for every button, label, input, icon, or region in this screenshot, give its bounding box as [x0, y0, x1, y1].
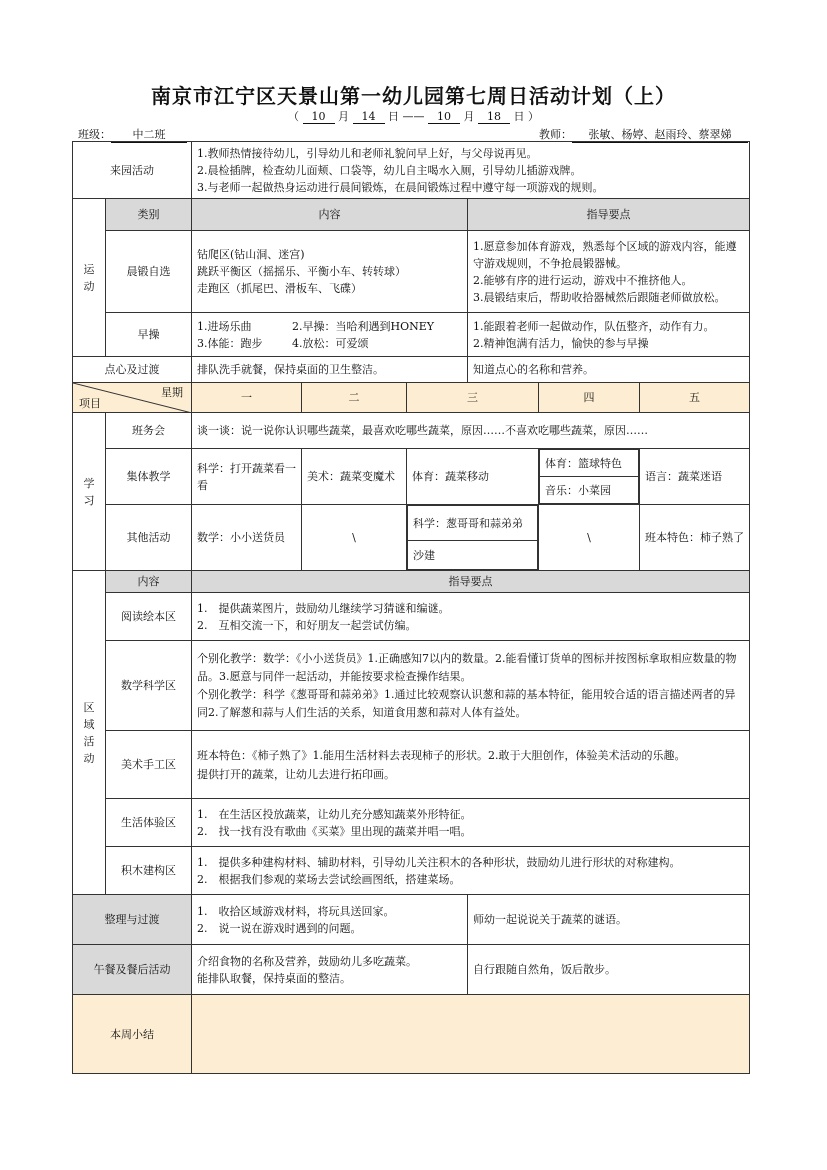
- sport-header-content: 内容: [192, 199, 468, 231]
- area-line: 个别化教学：数学：《小小送货员》1.正确感知7以内的数量。2.能看懂订货单的图标并按图标拿取相应数量的物品。3.愿意与同伴一起活动，并能按要求检查操作结果。: [197, 651, 737, 683]
- morning-content-line: 走跑区（抓尾巴、滑板车、飞碟）: [197, 282, 362, 295]
- group-friday: 语言：蔬菜迷语: [640, 449, 750, 505]
- morning-key-line: 1.愿意参加体育游戏，熟悉每个区域的游戏内容，能遵守游戏规则，不争抢晨锻器械。: [473, 239, 737, 270]
- summary-content: [192, 995, 750, 1074]
- exercise-key-line: 2.精神饱满有活力，愉快的参与早操: [473, 336, 649, 350]
- other-thursday: \: [539, 505, 640, 571]
- date-range: [0, 108, 827, 124]
- sport-section-label: [73, 199, 106, 357]
- group-teaching-row: [73, 449, 750, 505]
- lunch-key: 自行跟随自然角，饭后散步。: [468, 945, 750, 995]
- area-line: 1. 提供蔬菜图片，鼓励幼儿继续学习猜谜和编谜。: [197, 601, 450, 615]
- group-thursday-a: 体育：篮球特色: [540, 450, 639, 477]
- other-friday: 班本特色：柿子熟了: [640, 505, 750, 571]
- snack-content: 排队洗手就餐，保持桌面的卫生整洁。: [192, 357, 468, 383]
- learning-label-char: 习: [83, 493, 95, 507]
- other-wednesday-b: 沙建: [408, 541, 538, 570]
- lunch-line: 介绍食物的名称及营养，鼓励幼儿多吃蔬菜。: [197, 954, 417, 968]
- morning-key-line: 2.能够有序的进行运动，游戏中不推挤他人。: [473, 273, 693, 287]
- exercise-item: 4.放松：可爱颂: [292, 336, 369, 350]
- areas-section-label: [73, 571, 106, 895]
- other-activity-row: [73, 505, 750, 571]
- arrival-line: 3.与老师一起做热身运动进行晨间锻炼，在晨间锻炼过程中遵守每一项游戏的规则。: [197, 180, 604, 194]
- tidy-row: [73, 895, 750, 945]
- areas-label-char: 域: [83, 717, 95, 731]
- areas-label-char: 区: [83, 700, 95, 714]
- weekday-header-label: 星期: [161, 386, 183, 399]
- arrival-content: [192, 142, 750, 199]
- class-value: 中二班: [111, 126, 187, 143]
- week-item-diagonal-header: [73, 383, 192, 413]
- end-day: 18: [478, 110, 510, 124]
- month-label: 月: [463, 110, 475, 123]
- group-thursday-b: 音乐：小菜园: [540, 477, 639, 504]
- area-line: 2. 根据我们参观的菜场去尝试绘画图纸，搭建菜场。: [197, 872, 461, 886]
- morning-content-line: 跳跃平衡区（摇摇乐、平衡小车、转转球）: [197, 265, 406, 278]
- area-line: 2. 找一找有没有歌曲《买菜》里出现的蔬菜并唱一唱。: [197, 824, 472, 838]
- day-tuesday: 二: [302, 383, 407, 413]
- other-monday: 数学：小小送货员: [192, 505, 302, 571]
- exercise-key: [468, 313, 750, 357]
- areas-label-char: 活: [83, 734, 95, 748]
- exercise-item: 2.早操：当哈利遇到HONEY: [292, 319, 435, 333]
- date-dash: ——: [402, 110, 425, 123]
- day-wednesday: 三: [407, 383, 539, 413]
- lunch-label: 午餐及餐后活动: [73, 945, 192, 995]
- area-content: [192, 641, 750, 731]
- area-label: 积木建构区: [106, 847, 192, 895]
- tidy-line: 1. 收拾区域游戏材料，将玩具送回家。: [197, 904, 395, 918]
- tidy-content: [192, 895, 468, 945]
- snack-key: 知道点心的名称和营养。: [468, 357, 750, 383]
- exercise-item: 1.进场乐曲: [197, 319, 252, 333]
- morning-key: [468, 231, 750, 313]
- area-label: 数学科学区: [106, 641, 192, 731]
- snack-label: 点心及过渡: [73, 357, 192, 383]
- sport-header-row: [73, 199, 750, 231]
- group-tuesday: 美术：蔬菜变魔术: [302, 449, 407, 505]
- sport-header-key: 指导要点: [468, 199, 750, 231]
- tidy-key: 师幼一起说说关于蔬菜的谜语。: [468, 895, 750, 945]
- lunch-row: [73, 945, 750, 995]
- summary-row: [73, 995, 750, 1074]
- area-line: 班本特色：《柿子熟了》1.能用生活材料去表现柿子的形状。2.敢于大胆创作，体验美术活动的乐趣。: [197, 748, 686, 762]
- group-monday: 科学：打开蔬菜看一看: [192, 449, 302, 505]
- other-wednesday: [407, 505, 539, 571]
- activity-plan-table: [72, 141, 750, 1074]
- sport-label-char: 运: [83, 262, 95, 276]
- lunch-content: [192, 945, 468, 995]
- morning-content: [192, 231, 468, 313]
- tidy-line: 2. 说一说在游戏时遇到的问题。: [197, 921, 362, 935]
- area-label: 生活体验区: [106, 799, 192, 847]
- exercise-label: 早操: [106, 313, 192, 357]
- tidy-label: 整理与过渡: [73, 895, 192, 945]
- arrival-label: 来园活动: [73, 142, 192, 199]
- start-day: 14: [353, 110, 385, 124]
- area-row-art: [73, 731, 750, 799]
- areas-header-content: 内容: [106, 571, 192, 593]
- teacher-label: 教师：: [539, 128, 572, 141]
- area-line: 1. 在生活区投放蔬菜，让幼儿充分感知蔬菜外形特征。: [197, 807, 472, 821]
- class-label: 班级：: [78, 128, 111, 141]
- day-label: 日: [388, 110, 399, 123]
- exercise-row: [73, 313, 750, 357]
- other-wednesday-split: [407, 505, 538, 570]
- learning-section-label: [73, 413, 106, 571]
- other-wednesday-a: 科学：葱哥哥和蒜弟弟: [408, 506, 538, 541]
- area-line: 1. 提供多种建构材料、辅助材料，引导幼儿关注积木的各种形状，鼓励幼儿进行形状的对称建构。: [197, 855, 681, 869]
- area-line: 2. 互相交流一下，和好朋友一起尝试仿编。: [197, 618, 417, 632]
- areas-label-char: 动: [83, 751, 95, 765]
- morning-exercise-row: [73, 231, 750, 313]
- area-line: 提供打开的蔬菜，让幼儿去进行拓印画。: [197, 767, 395, 781]
- group-thursday: [539, 449, 640, 505]
- date-open-paren: （: [288, 110, 299, 123]
- area-label: 阅读绘本区: [106, 593, 192, 641]
- page-title: 南京市江宁区天景山第一幼儿园第七周日活动计划（上）: [151, 84, 676, 108]
- info-line: [72, 124, 748, 142]
- day-friday: 五: [640, 383, 750, 413]
- area-content: [192, 847, 750, 895]
- area-row-reading: [73, 593, 750, 641]
- group-teaching-label: 集体教学: [106, 449, 192, 505]
- area-label: 美术手工区: [106, 731, 192, 799]
- date-close-paren: ）: [528, 110, 539, 123]
- teacher-value: 张敏、杨婷、赵雨玲、蔡翠娣: [572, 126, 748, 143]
- area-row-math-science: [73, 641, 750, 731]
- day-thursday: 四: [539, 383, 640, 413]
- end-month: 10: [428, 110, 460, 124]
- area-content: [192, 593, 750, 641]
- area-row-life: [73, 799, 750, 847]
- week-header-row: [73, 383, 750, 413]
- exercise-content: [192, 313, 468, 357]
- day-label: 日: [513, 110, 525, 123]
- area-content: [192, 731, 750, 799]
- morning-label: 晨锻自选: [106, 231, 192, 313]
- group-wednesday: 体育：蔬菜移动: [407, 449, 539, 505]
- sport-label-char: 动: [83, 279, 95, 293]
- morning-key-line: 3.晨锻结束后，帮助收拾器械然后跟随老师做放松。: [473, 290, 726, 304]
- other-tuesday: \: [302, 505, 407, 571]
- meeting-content: 谈一谈：说一说你认识哪些蔬菜，最喜欢吃哪些蔬菜，原因……不喜欢吃哪些蔬菜，原因……: [192, 413, 750, 449]
- group-thursday-split: [539, 449, 639, 504]
- snack-row: [73, 357, 750, 383]
- arrival-line: 1.教师热情接待幼儿，引导幼儿和老师礼貌问早上好，与父母说再见。: [197, 146, 538, 160]
- arrival-line: 2.晨检插牌，检查幼儿面颊、口袋等，幼儿自主喝水入厕，引导幼儿插游戏牌。: [197, 163, 582, 177]
- meeting-row: [73, 413, 750, 449]
- lunch-line: 能排队取餐，保持桌面的整洁。: [197, 971, 351, 985]
- area-row-blocks: [73, 847, 750, 895]
- areas-header-key: 指导要点: [192, 571, 750, 593]
- day-monday: 一: [192, 383, 302, 413]
- learning-label-char: 学: [83, 476, 95, 490]
- month-label: 月: [338, 110, 349, 123]
- item-header-label: 项目: [79, 397, 101, 410]
- arrival-row: [73, 142, 750, 199]
- exercise-item: 3.体能：跑步: [197, 336, 263, 350]
- exercise-key-line: 1.能跟着老师一起做动作，队伍整齐，动作有力。: [473, 319, 715, 333]
- other-activity-label: 其他活动: [106, 505, 192, 571]
- sport-header-category: 类别: [106, 199, 192, 231]
- areas-header-row: [73, 571, 750, 593]
- morning-content-line: 钻爬区(钻山洞、迷宫): [197, 248, 305, 261]
- summary-label: 本周小结: [73, 995, 192, 1074]
- meeting-label: 班务会: [106, 413, 192, 449]
- start-month: 10: [303, 110, 335, 124]
- area-content: [192, 799, 750, 847]
- area-line: 个别化教学：科学《葱哥哥和蒜弟弟》1.通过比较观察认识葱和蒜的基本特征，能用较合适的语言描述两者的异同2.了解葱和蒜与人们生活的关系，知道食用葱和蒜对人体有益处。: [197, 687, 736, 719]
